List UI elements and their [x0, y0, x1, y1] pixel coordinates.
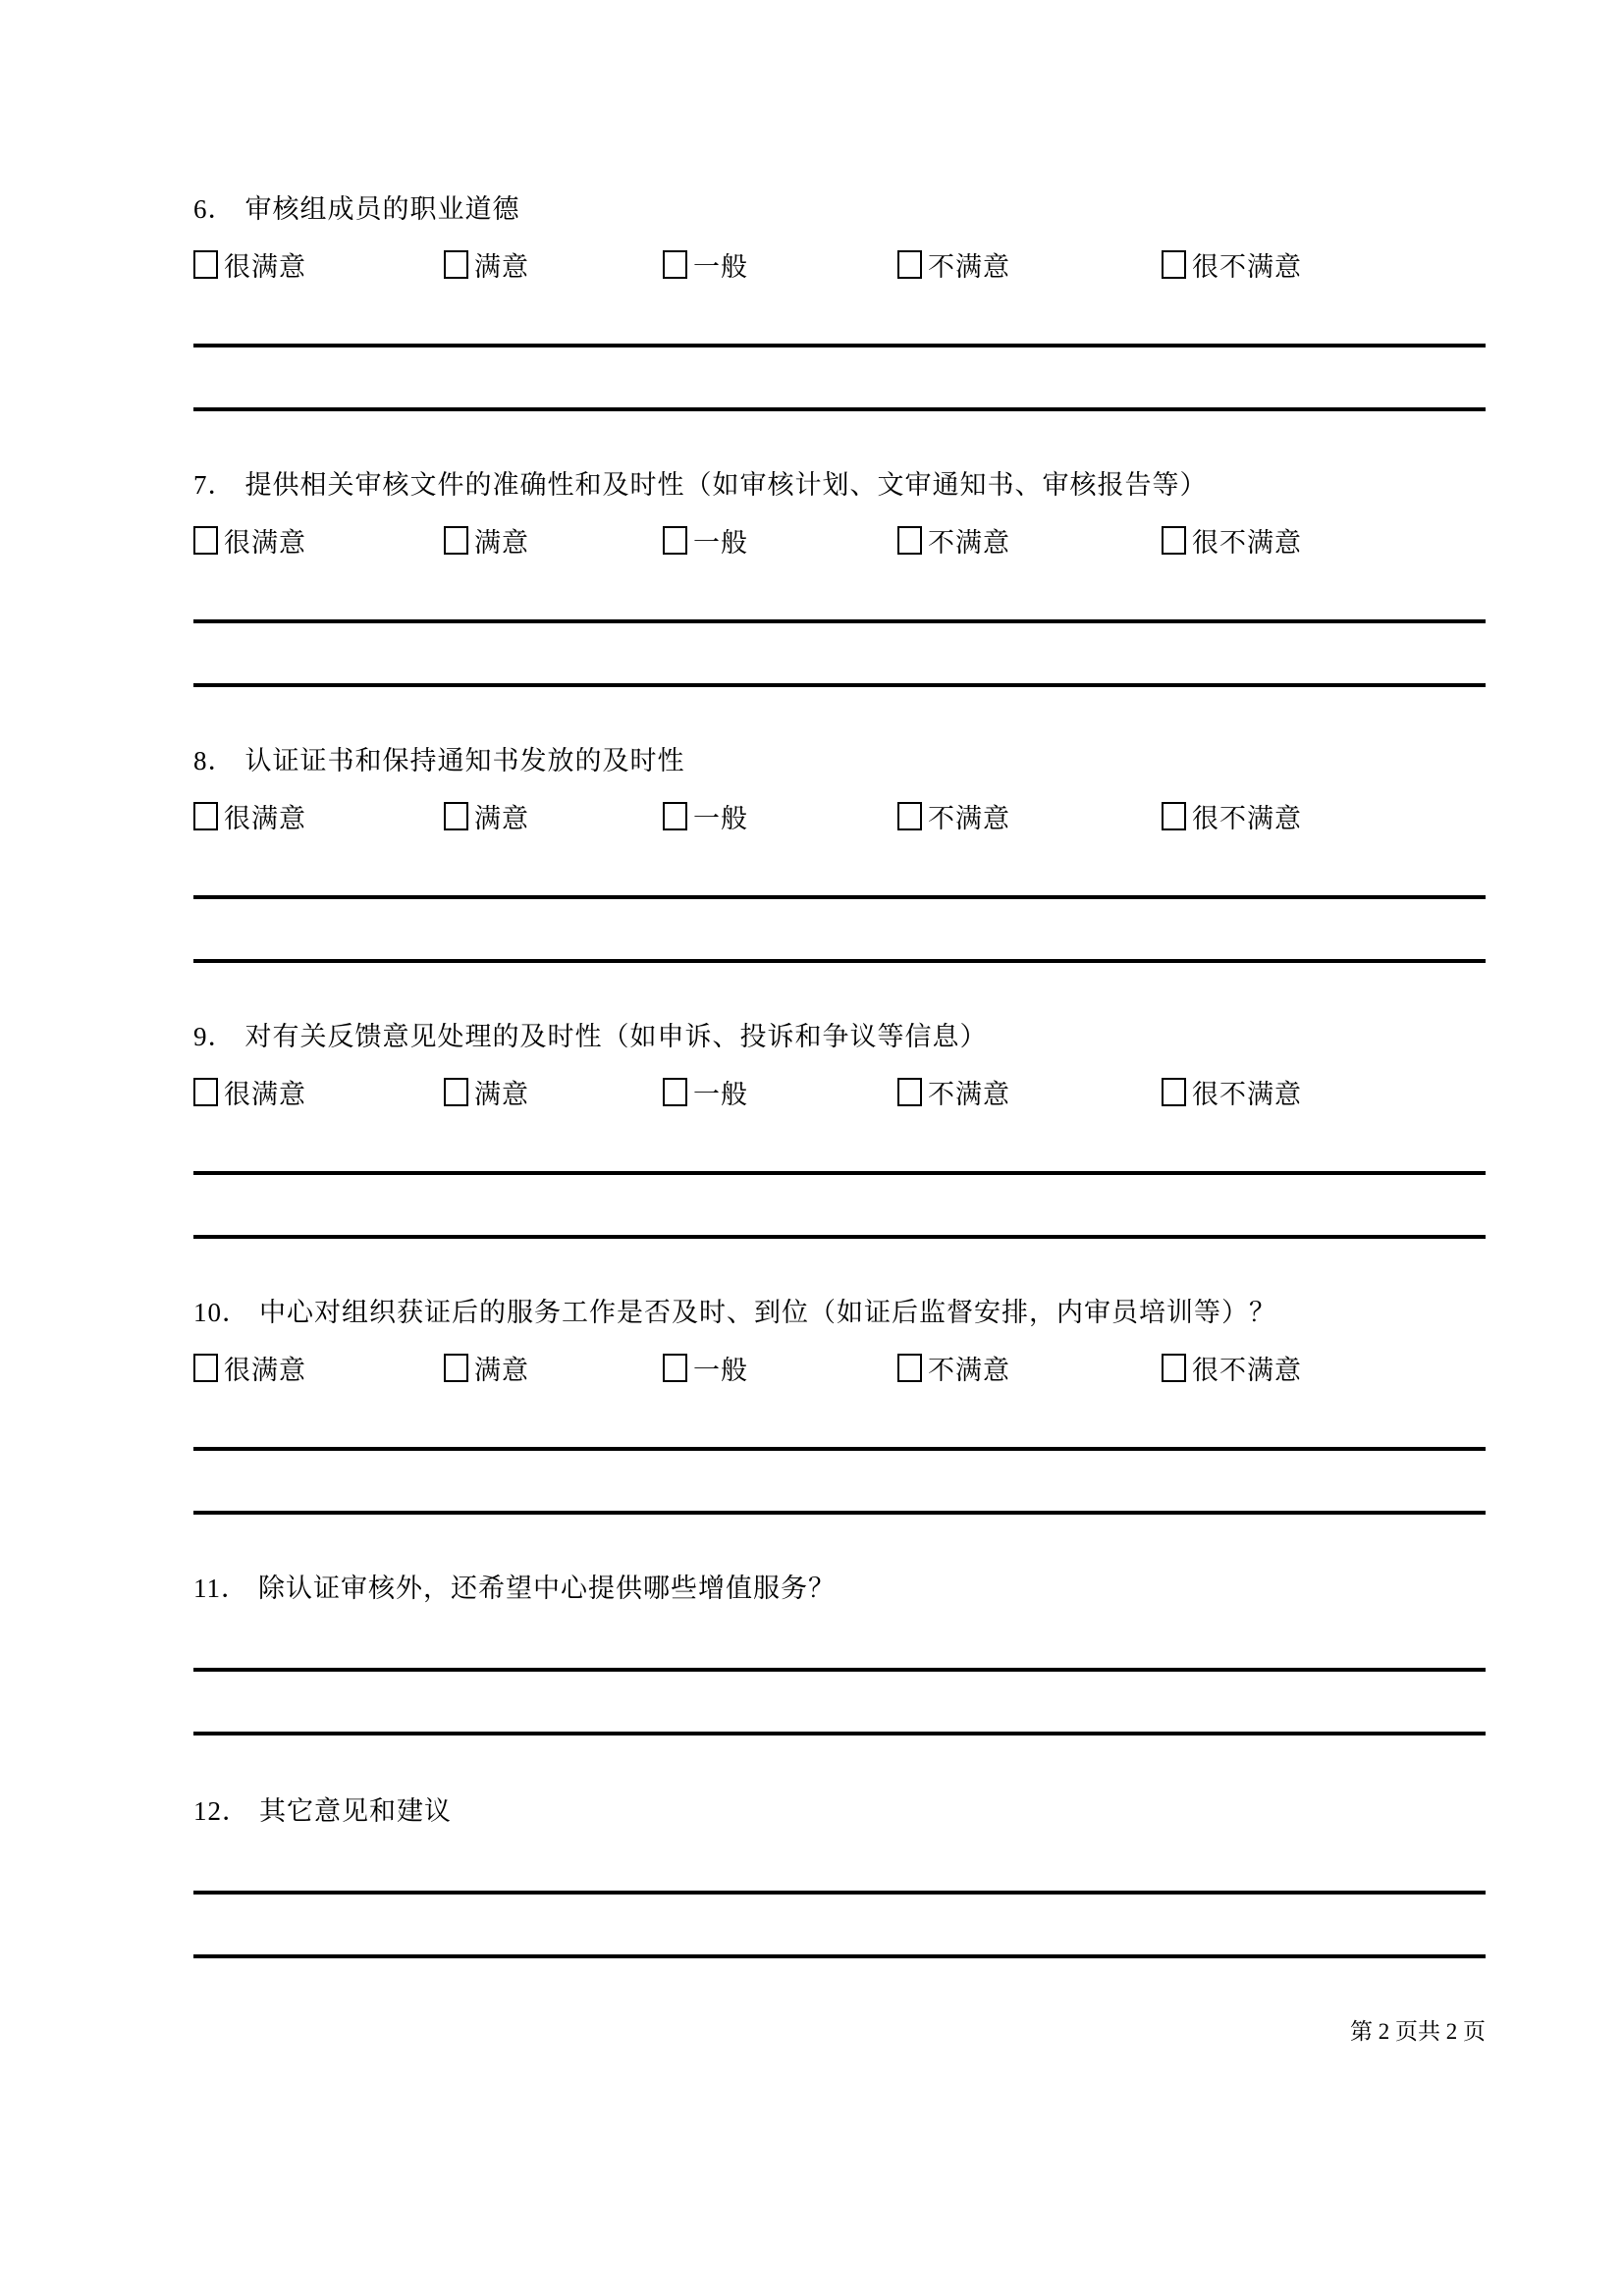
option-very-dissatisfied[interactable]	[1162, 797, 1486, 835]
question-text: 对有关反馈意见处理的及时性（如申诉、投诉和争议等信息）	[244, 1022, 988, 1051]
checkbox-icon[interactable]	[897, 526, 922, 555]
option-label: 一般	[693, 251, 748, 282]
option-label: 很不满意	[1192, 1079, 1302, 1109]
answer-line	[193, 959, 1486, 963]
checkbox-icon[interactable]	[663, 802, 687, 830]
answer-line	[193, 1668, 1486, 1672]
page-content	[193, 192, 1486, 2047]
question-6	[193, 192, 1486, 411]
question-title	[193, 744, 1486, 777]
option-label: 很不满意	[1192, 803, 1302, 833]
option-neutral[interactable]	[663, 797, 897, 835]
option-label: 很满意	[224, 1079, 306, 1109]
option-label: 很不满意	[1192, 251, 1302, 282]
checkbox-icon[interactable]	[663, 250, 687, 279]
question-7	[193, 468, 1486, 687]
checkbox-icon[interactable]	[897, 802, 922, 830]
checkbox-icon[interactable]	[193, 1354, 218, 1382]
checkbox-icon[interactable]	[1162, 802, 1186, 830]
question-11	[193, 1572, 1486, 1735]
question-number: 12．	[193, 1796, 249, 1826]
option-neutral[interactable]	[663, 1349, 897, 1387]
option-label: 满意	[474, 251, 529, 282]
answer-line	[193, 1447, 1486, 1451]
question-number: 6．	[193, 194, 236, 224]
option-label: 很满意	[224, 251, 306, 282]
question-title	[193, 1794, 1486, 1828]
answer-line	[193, 1732, 1486, 1735]
question-title	[193, 1020, 1486, 1053]
checkbox-icon[interactable]	[897, 1354, 922, 1382]
option-satisfied[interactable]	[444, 245, 663, 284]
option-label: 不满意	[928, 1079, 1010, 1109]
answer-line	[193, 1171, 1486, 1175]
option-satisfied[interactable]	[444, 521, 663, 560]
checkbox-icon[interactable]	[444, 1354, 468, 1382]
checkbox-icon[interactable]	[897, 1078, 922, 1106]
option-very-dissatisfied[interactable]	[1162, 245, 1486, 284]
answer-line	[193, 1511, 1486, 1515]
answer-line	[193, 683, 1486, 687]
option-label: 满意	[474, 803, 529, 833]
checkbox-icon[interactable]	[1162, 1078, 1186, 1106]
question-8	[193, 744, 1486, 963]
options-row	[193, 249, 1486, 282]
option-dissatisfied[interactable]	[897, 1349, 1162, 1387]
option-dissatisfied[interactable]	[897, 797, 1162, 835]
option-very-dissatisfied[interactable]	[1162, 521, 1486, 560]
checkbox-icon[interactable]	[897, 250, 922, 279]
options-row	[193, 1077, 1486, 1109]
options-row	[193, 1353, 1486, 1385]
answer-line	[193, 1891, 1486, 1895]
option-satisfied[interactable]	[444, 1349, 663, 1387]
option-dissatisfied[interactable]	[897, 245, 1162, 284]
option-label: 不满意	[928, 1355, 1010, 1385]
question-text: 认证证书和保持通知书发放的及时性	[244, 746, 685, 775]
option-label: 一般	[693, 527, 748, 558]
question-number: 11．	[193, 1574, 248, 1603]
checkbox-icon[interactable]	[663, 1354, 687, 1382]
option-label: 满意	[474, 1079, 529, 1109]
checkbox-icon[interactable]	[193, 802, 218, 830]
answer-line	[193, 1954, 1486, 1958]
answer-line	[193, 1235, 1486, 1239]
checkbox-icon[interactable]	[1162, 1354, 1186, 1382]
option-neutral[interactable]	[663, 1073, 897, 1111]
question-text: 提供相关审核文件的准确性和及时性（如审核计划、文审通知书、审核报告等）	[244, 470, 1208, 500]
checkbox-icon[interactable]	[444, 526, 468, 555]
question-title	[193, 468, 1486, 502]
option-dissatisfied[interactable]	[897, 521, 1162, 560]
question-12	[193, 1794, 1486, 1958]
option-label: 很不满意	[1192, 1355, 1302, 1385]
question-number: 9．	[193, 1022, 236, 1051]
option-label: 很满意	[224, 527, 306, 558]
question-9	[193, 1020, 1486, 1239]
option-label: 很不满意	[1192, 527, 1302, 558]
question-number: 7．	[193, 470, 236, 500]
option-very-satisfied[interactable]	[193, 797, 444, 835]
answer-line	[193, 619, 1486, 623]
checkbox-icon[interactable]	[193, 250, 218, 279]
answer-line	[193, 344, 1486, 347]
options-row	[193, 801, 1486, 833]
question-text: 中心对组织获证后的服务工作是否及时、到位（如证后监督安排，内审员培训等）？	[259, 1298, 1276, 1327]
option-label: 很满意	[224, 803, 306, 833]
question-title	[193, 1296, 1486, 1329]
option-label: 满意	[474, 527, 529, 558]
answer-line	[193, 895, 1486, 899]
page-number-indicator: 第 2 页共 2 页	[1350, 2019, 1486, 2044]
checkbox-icon[interactable]	[663, 526, 687, 555]
option-label: 一般	[693, 1079, 748, 1109]
answer-line	[193, 407, 1486, 411]
question-title	[193, 1572, 1486, 1605]
question-text: 除认证审核外，还希望中心提供哪些增值服务？	[258, 1574, 836, 1603]
question-number: 10．	[193, 1298, 249, 1327]
question-number: 8．	[193, 746, 236, 775]
checkbox-icon[interactable]	[193, 1078, 218, 1106]
option-dissatisfied[interactable]	[897, 1073, 1162, 1111]
option-label: 不满意	[928, 803, 1010, 833]
option-label: 不满意	[928, 527, 1010, 558]
option-label: 一般	[693, 1355, 748, 1385]
option-label: 满意	[474, 1355, 529, 1385]
question-10	[193, 1296, 1486, 1515]
option-very-dissatisfied[interactable]	[1162, 1073, 1486, 1111]
question-text: 审核组成员的职业道德	[244, 194, 520, 224]
option-satisfied[interactable]	[444, 797, 663, 835]
option-very-satisfied[interactable]	[193, 521, 444, 560]
option-label: 很满意	[224, 1355, 306, 1385]
option-very-satisfied[interactable]	[193, 1073, 444, 1111]
checkbox-icon[interactable]	[444, 250, 468, 279]
option-very-satisfied[interactable]	[193, 1349, 444, 1387]
checkbox-icon[interactable]	[444, 1078, 468, 1106]
option-label: 一般	[693, 803, 748, 833]
question-text: 其它意见和建议	[259, 1796, 452, 1826]
checkbox-icon[interactable]	[193, 526, 218, 555]
options-row	[193, 525, 1486, 558]
checkbox-icon[interactable]	[1162, 250, 1186, 279]
option-very-dissatisfied[interactable]	[1162, 1349, 1486, 1387]
option-label: 不满意	[928, 251, 1010, 282]
option-neutral[interactable]	[663, 521, 897, 560]
option-neutral[interactable]	[663, 245, 897, 284]
checkbox-icon[interactable]	[1162, 526, 1186, 555]
checkbox-icon[interactable]	[663, 1078, 687, 1106]
checkbox-icon[interactable]	[444, 802, 468, 830]
question-title	[193, 192, 1486, 226]
option-satisfied[interactable]	[444, 1073, 663, 1111]
option-very-satisfied[interactable]	[193, 245, 444, 284]
